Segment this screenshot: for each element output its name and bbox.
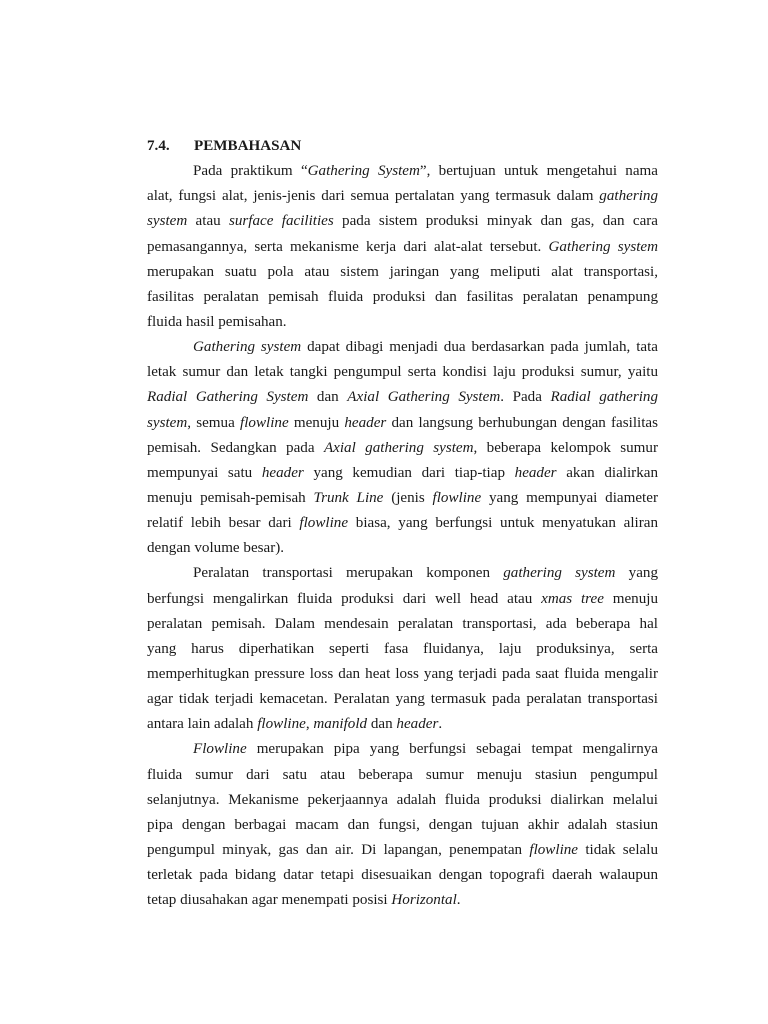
text-run: terletak pada bidang datar tetapi disesuaikan dengan topografi daerah walaupun xyxy=(147,867,658,884)
text-run: fluida sumur dari satu atau beberapa sumur menuju stasiun pengumpul xyxy=(147,766,658,783)
document-body xyxy=(147,134,658,913)
text-run: dan langsung berhubungan dengan fasilitas xyxy=(386,414,658,431)
text-run: akan dialirkan xyxy=(556,464,658,481)
italic-term: header xyxy=(344,414,387,431)
italic-term: Trunk Line xyxy=(313,489,384,506)
paragraph xyxy=(147,561,658,737)
italic-term: flowline xyxy=(529,841,579,858)
text-line xyxy=(147,385,658,410)
text-run: selanjutnya. Mekanisme pekerjaannya adalah fluida produksi dialirkan melalui xyxy=(147,791,658,808)
text-line xyxy=(147,712,658,737)
text-line xyxy=(147,561,658,586)
text-run: memperhitugkan pressure loss dan heat loss yang terjadi pada saat fluida mengalir xyxy=(147,665,658,682)
text-line xyxy=(147,436,658,461)
paragraph xyxy=(147,737,658,913)
section-title: PEMBAHASAN xyxy=(194,138,302,154)
text-line xyxy=(147,360,658,385)
text-line xyxy=(147,612,658,637)
paragraph xyxy=(147,335,658,561)
text-run: yang harus diperhatikan seperti fasa fluidanya, laju produksinya, serta xyxy=(147,640,658,657)
text-run: dan xyxy=(367,716,397,733)
text-run: , xyxy=(305,716,314,733)
italic-term: header xyxy=(261,464,304,481)
italic-term: flowline xyxy=(432,489,482,506)
text-line xyxy=(147,184,658,209)
text-run: yang xyxy=(615,565,658,582)
italic-term: xmas tree xyxy=(541,590,604,607)
italic-term: manifold xyxy=(313,716,368,733)
text-run: . xyxy=(438,716,443,733)
italic-term: flowline xyxy=(299,515,349,532)
text-line xyxy=(147,511,658,536)
text-line xyxy=(147,662,658,687)
text-run: tetap diusahakan agar menempati posisi xyxy=(147,892,392,909)
text-line xyxy=(147,737,658,762)
text-run: dapat dibagi menjadi dua berdasarkan pada jumlah, tata xyxy=(301,339,659,356)
text-run: . xyxy=(456,892,461,909)
italic-term: system xyxy=(147,414,188,431)
paragraph xyxy=(147,159,658,335)
italic-term: header xyxy=(514,464,557,481)
text-run: yang kemudian dari tiap-tiap xyxy=(303,464,515,481)
italic-term: Axial gathering system xyxy=(323,439,474,456)
text-run: pengumpul minyak, gas dan air. Di lapangan, penempatan xyxy=(147,841,530,858)
text-run: yang mempunyai diameter xyxy=(481,489,658,506)
italic-term: Flowline xyxy=(193,741,247,758)
text-line xyxy=(147,763,658,788)
text-run: pemisah. Sedangkan pada xyxy=(147,439,324,456)
italic-term: system xyxy=(147,213,188,230)
text-line xyxy=(147,813,658,838)
text-line xyxy=(147,411,658,436)
text-run: fluida hasil pemisahan. xyxy=(147,313,287,330)
section-paragraphs xyxy=(147,159,658,913)
text-run: tidak selalu xyxy=(578,841,658,858)
text-run: , semua xyxy=(187,414,241,431)
section-number: 7.4. xyxy=(147,138,170,154)
text-line xyxy=(147,159,658,184)
text-run: merupakan suatu pola atau sistem jaringan yang meliputi alat transportasi, xyxy=(147,263,658,280)
text-line xyxy=(147,235,658,260)
text-line xyxy=(147,486,658,511)
italic-term: gathering xyxy=(599,188,658,205)
text-line xyxy=(147,687,658,712)
text-run: atau xyxy=(187,213,230,230)
italic-term: Horizontal xyxy=(391,892,457,909)
text-line xyxy=(147,285,658,310)
text-run: merupakan pipa yang berfungsi sebagai tempat mengalirnya xyxy=(246,741,658,758)
text-run: letak sumur dan letak tangki pengumpul serta kondisi laju produksi sumur, yaitu xyxy=(147,364,658,381)
italic-term: gathering system xyxy=(503,565,616,582)
section-heading xyxy=(147,134,658,159)
text-run: mempunyai satu xyxy=(147,464,262,481)
text-line xyxy=(147,788,658,813)
text-run: menuju xyxy=(603,590,658,607)
text-line xyxy=(147,335,658,360)
text-line xyxy=(147,260,658,285)
italic-term: Gathering system xyxy=(548,238,658,255)
text-run: pada sistem produksi minyak dan gas, dan cara xyxy=(333,213,658,230)
text-run: fasilitas peralatan pemisah fluida produksi dan fasilitas peralatan penampung xyxy=(147,288,658,305)
text-run: (jenis xyxy=(383,489,433,506)
text-run: biasa, yang berfungsi untuk menyatukan aliran xyxy=(348,515,658,532)
italic-term: Axial Gathering System xyxy=(347,389,501,406)
text-run: antara lain adalah xyxy=(147,716,258,733)
text-run: . Pada xyxy=(500,389,551,406)
text-line xyxy=(147,461,658,486)
text-run: , beberapa kelompok sumur xyxy=(473,439,658,456)
text-run: Pada praktikum “ xyxy=(193,163,308,180)
text-line xyxy=(147,637,658,662)
text-line xyxy=(147,310,658,335)
text-run: menuju pemisah-pemisah xyxy=(147,489,314,506)
text-run: relatif lebih besar dari xyxy=(147,515,300,532)
text-run: ”, bertujuan untuk mengetahui nama xyxy=(419,163,658,180)
text-run: agar tidak terjadi kemacetan. Peralatan yang termasuk pada peralatan transportasi xyxy=(147,691,658,708)
text-run: alat, fungsi alat, jenis-jenis dari semua pertalatan yang termasuk dalam xyxy=(147,188,600,205)
text-run: Peralatan transportasi merupakan komponen xyxy=(193,565,504,582)
text-run: pipa dengan berbagai macam dan fungsi, dengan tujuan akhir adalah stasiun xyxy=(147,816,658,833)
text-run: menuju xyxy=(288,414,345,431)
text-line xyxy=(147,587,658,612)
italic-term: Gathering System xyxy=(307,163,420,180)
italic-term: Radial Gathering System xyxy=(147,389,309,406)
text-line xyxy=(147,536,658,561)
text-run: dan xyxy=(308,389,348,406)
italic-term: header xyxy=(396,716,439,733)
text-run: pemasangannya, serta mekanisme kerja dari alat-alat tersebut. xyxy=(147,238,549,255)
text-line xyxy=(147,838,658,863)
text-line xyxy=(147,863,658,888)
italic-term: flowline xyxy=(240,414,289,431)
text-line xyxy=(147,888,658,913)
text-run: peralatan pemisah. Dalam mendesain peralatan transportasi, ada beberapa hal xyxy=(147,615,658,632)
italic-term: flowline xyxy=(257,716,306,733)
italic-term: surface facilities xyxy=(229,213,334,230)
italic-term: Radial gathering xyxy=(550,389,658,406)
text-line xyxy=(147,209,658,234)
text-run: berfungsi mengalirkan fluida produksi dari well head atau xyxy=(147,590,542,607)
text-run: dengan volume besar). xyxy=(147,540,285,557)
italic-term: Gathering system xyxy=(193,339,302,356)
